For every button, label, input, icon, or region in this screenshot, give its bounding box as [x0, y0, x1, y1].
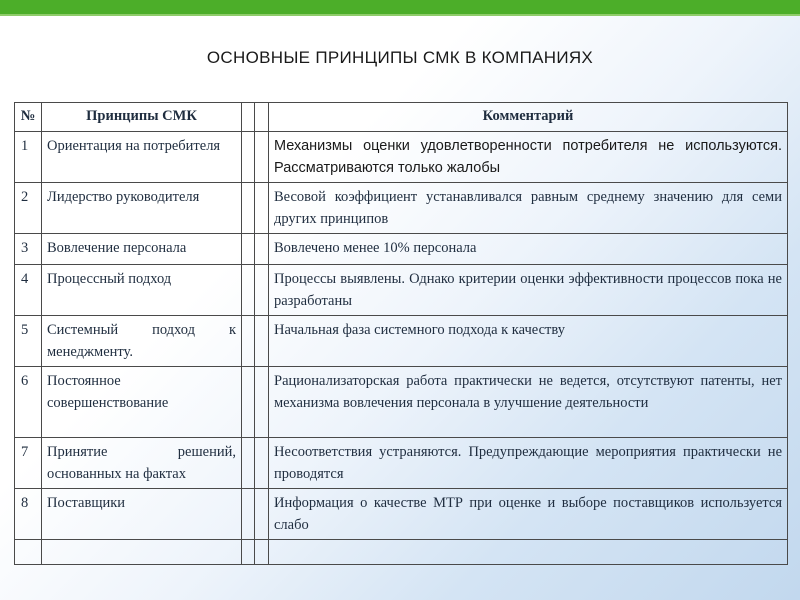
row-principle: Процессный подход — [42, 265, 242, 316]
row-num: 3 — [15, 234, 42, 265]
row-principle: Системный подход к менеджменту. — [42, 316, 242, 367]
row-num: 7 — [15, 438, 42, 489]
row-num: 2 — [15, 183, 42, 234]
empty-cell — [242, 367, 255, 438]
empty-cell — [255, 234, 269, 265]
empty-cell — [242, 183, 255, 234]
row-principle: Постоянное совершенствование — [42, 367, 242, 438]
row-comment: Процессы выявлены. Однако критерии оценки эффективности процессов пока не разработаны — [269, 265, 788, 316]
empty-cell — [255, 132, 269, 183]
row-principle: Поставщики — [42, 489, 242, 540]
header-principle: Принципы СМК — [42, 103, 242, 132]
empty-cell — [255, 103, 269, 132]
row-comment: Рационализаторская работа практически не ведется, отсутствуют патенты, нет механизма вовлечения персонала в улучшение деятельности — [269, 367, 788, 438]
table-row — [15, 183, 788, 234]
row-comment: Весовой коэффициент устанавливался равным среднему значению для семи других принципов — [269, 183, 788, 234]
empty-cell — [255, 265, 269, 316]
row-num: 6 — [15, 367, 42, 438]
row-comment: Механизмы оценки удовлетворенности потребителя не используются. Рассматриваются только жалобы — [269, 132, 788, 183]
table-row — [15, 367, 788, 438]
row-comment: Начальная фаза системного подхода к качеству — [269, 316, 788, 367]
empty-cell — [242, 489, 255, 540]
empty-cell — [242, 265, 255, 316]
row-principle: Лидерство руководителя — [42, 183, 242, 234]
empty-cell — [242, 234, 255, 265]
table-row-empty — [15, 540, 788, 565]
top-accent-line — [0, 14, 800, 16]
table-header-row — [15, 103, 788, 132]
row-num: 1 — [15, 132, 42, 183]
row-principle: Вовлечение персонала — [42, 234, 242, 265]
empty-cell — [242, 316, 255, 367]
empty-cell — [242, 438, 255, 489]
table-row — [15, 265, 788, 316]
table-row — [15, 132, 788, 183]
row-num: 8 — [15, 489, 42, 540]
table-row — [15, 438, 788, 489]
table-row — [15, 234, 788, 265]
principles-table — [14, 102, 788, 565]
page-title: ОСНОВНЫЕ ПРИНЦИПЫ СМК В КОМПАНИЯХ — [206, 48, 594, 67]
empty-cell — [42, 540, 242, 565]
empty-cell — [255, 438, 269, 489]
empty-cell — [255, 183, 269, 234]
top-accent-bar — [0, 0, 800, 14]
empty-cell — [255, 316, 269, 367]
row-principle: Принятие решений, основанных на фактах — [42, 438, 242, 489]
empty-cell — [255, 540, 269, 565]
table-row — [15, 489, 788, 540]
empty-cell — [15, 540, 42, 565]
empty-cell — [242, 540, 255, 565]
row-num: 4 — [15, 265, 42, 316]
table-row — [15, 316, 788, 367]
row-comment: Вовлечено менее 10% персонала — [269, 234, 788, 265]
empty-cell — [242, 132, 255, 183]
header-num: № — [15, 103, 42, 132]
row-comment: Информация о качестве МТР при оценке и выборе поставщиков используется слабо — [269, 489, 788, 540]
header-comment: Комментарий — [269, 103, 788, 132]
row-comment: Несоответствия устраняются. Предупреждающие мероприятия практически не проводятся — [269, 438, 788, 489]
row-num: 5 — [15, 316, 42, 367]
empty-cell — [255, 367, 269, 438]
row-principle: Ориентация на потребителя — [42, 132, 242, 183]
empty-cell — [242, 103, 255, 132]
empty-cell — [269, 540, 788, 565]
empty-cell — [255, 489, 269, 540]
